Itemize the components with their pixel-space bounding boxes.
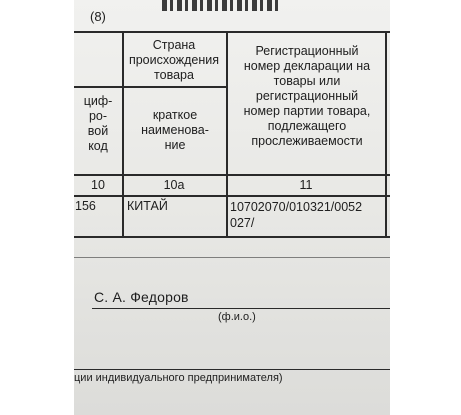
- registration-number-value: 10702070/010321/0052 027/: [230, 200, 363, 230]
- document-page: [74, 0, 390, 415]
- registration-number-header: Регистрационный номер декларации на товары или регистрационный номер партии товара, подлежащего прослеживаемости: [243, 44, 371, 148]
- qr-code-fragment: [162, 0, 282, 11]
- separator-line: [74, 257, 390, 258]
- short-name-header: краткое наименова- ние: [141, 108, 209, 152]
- signature-line: [92, 308, 390, 309]
- digital-code-header: циф- ро- вой код: [83, 94, 113, 153]
- country-header-divider: [74, 86, 227, 88]
- digital-code-value: 156: [75, 199, 96, 213]
- column-number-11: 11: [299, 178, 313, 192]
- signature-caption: (ф.и.о.): [218, 311, 256, 323]
- footer-line: [74, 369, 390, 370]
- section-number: (8): [90, 9, 106, 24]
- column-number-10a: 10а: [163, 178, 185, 192]
- table-bottom-border: [74, 236, 390, 238]
- signature-name: С. А. Федоров: [94, 289, 189, 305]
- header-bottom-border: [74, 174, 390, 176]
- footer-caption: ции индивидуального предпринимателя): [74, 372, 283, 384]
- column-number-10: 10: [91, 178, 105, 192]
- country-header: Страна происхождения товара: [128, 38, 220, 82]
- country-name-value: КИТАЙ: [127, 199, 168, 213]
- column-number-border: [74, 195, 390, 197]
